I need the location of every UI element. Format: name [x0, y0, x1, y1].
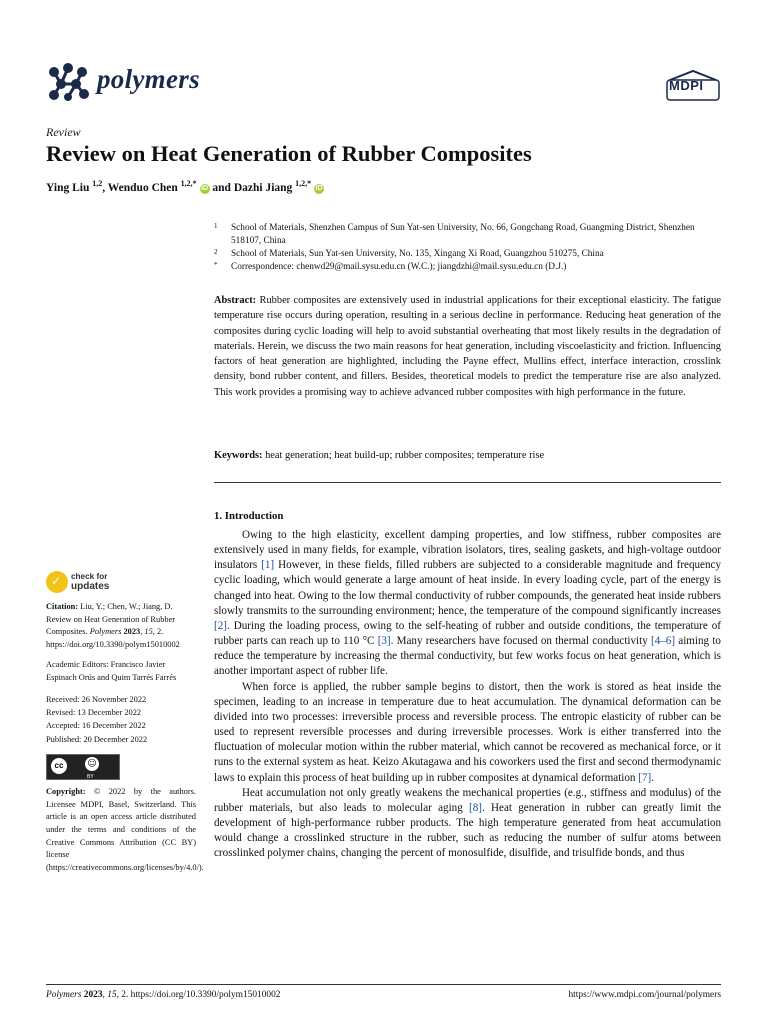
citation-label: Citation: [46, 602, 79, 611]
correspondence-text: Correspondence: chenwd29@mail.sysu.edu.cn (W.C.); jiangdzhi@mail.sysu.edu.cn (D.J.) [231, 262, 567, 272]
accepted-date: Accepted: 16 December 2022 [46, 721, 146, 731]
paragraph-text: Owing to the high elasticity, excellent damping properties, and low stiffness, rubber composites are extensively used in many fields, for example, vibration isolators, tires, sealing gaskets, and high-voltage outdoor insulators [214, 529, 721, 572]
abstract [214, 293, 721, 400]
footer-citation [46, 990, 280, 1000]
reference-link[interactable]: [1] [261, 559, 275, 572]
published-date: Published: 20 December 2022 [46, 734, 148, 744]
check-for-updates-button[interactable] [46, 570, 126, 598]
citation-year: 2023 [121, 627, 141, 637]
affiliation-text: School of Materials, Sun Yat-sen University, No. 135, Xingang Xi Road, Guangzhou 510275, China [231, 249, 604, 259]
polymers-logo-icon [46, 62, 92, 102]
attribution-person-icon: ☺ [85, 757, 99, 771]
creative-commons-icon: cc [51, 758, 67, 774]
by-label: BY [87, 774, 94, 781]
citation-text: Liu, Y.; Chen, W.; Jiang, D. Review on Heat Generation of Rubber Composites. [46, 602, 176, 637]
publication-dates [46, 693, 196, 747]
copyright-label: Copyright: [46, 787, 86, 797]
section-divider [214, 482, 721, 483]
journal-name: polymers [97, 64, 200, 94]
paragraph-text: However, in these fields, filled rubbers are subjected to a considerable magnitude and frequency cyclic loading, which would generate a large amount of heat inside. In every loading cycle, part of the energy is changed into heat. Owing to the low thermal conductivity of rubber compounds, the generated heat inside rubbers slowly transmits to the surrounding environment; hence, the temperature of the compound significantly increases [214, 559, 721, 617]
citation-journal: Polymers [89, 627, 122, 637]
article-sidebar [46, 601, 204, 874]
revised-date: Revised: 13 December 2022 [46, 707, 142, 717]
author-separator: , [102, 181, 108, 194]
affiliations [214, 222, 714, 274]
affiliation-number: 2 [214, 248, 218, 256]
author-separator: and [209, 181, 234, 194]
check-updates-label [71, 572, 109, 591]
citation-doi: , 2. https://doi.org/10.3390/polym15010002 [46, 627, 180, 649]
article-title: Review on Heat Generation of Rubber Composites [46, 141, 532, 166]
article-type: Review [46, 125, 81, 139]
cc-by-license-badge[interactable] [46, 754, 120, 780]
received-date: Received: 26 November 2022 [46, 694, 147, 704]
footer-rule [46, 984, 721, 985]
footer-doi: , 2. https://doi.org/10.3390/polym15010002 [116, 990, 281, 1000]
paragraph [214, 528, 721, 680]
mdpi-logo [666, 68, 720, 102]
paragraph [214, 680, 721, 786]
reference-link[interactable]: [3] [377, 635, 391, 648]
author-affiliation-marker: 1,2,* [180, 179, 197, 188]
section-heading: 1. Introduction [214, 510, 284, 522]
paragraph-text: When force is applied, the rubber sample begins to distort, then the work is stored as heat inside the specimen, leading to an increase in temperature due to heat accumulation. The dynamical deformation can be divided into two processes: irreversible process and reversible process. The entropic elasticity of rubber can be used to represent reversible processes and during irreversible processes. Work is either transferred into the fluctuation of molecular motion within the rubber material, which cannot be recovered as mechanical force, or it runs to the external system as heat. Keizo Akutagawa and his coworkers used the first and second thermodynamic laws to explain this process of heat building up in rubber composites at dynamical deformation [214, 680, 721, 784]
paragraph [214, 786, 721, 862]
footer-volume: , 15 [102, 990, 117, 1000]
paragraph-text: . During the loading process, owing to the self-heating of rubber and outside conditions, the temperature of rubber parts can reach up to 110 °C [214, 619, 721, 648]
academic-editors: Academic Editors: Francisco Javier Espinach Orús and Quim Tarrés Farrés [46, 660, 177, 682]
citation [46, 601, 196, 651]
orcid-icon[interactable]: iD [201, 184, 209, 192]
mdpi-label: MDPI [669, 78, 704, 93]
reference-link[interactable]: [4–6] [651, 635, 676, 648]
paragraph-text: . Many researchers have focused on thermal conductivity [390, 635, 652, 648]
citation-volume: , 15 [140, 627, 153, 637]
keywords-label: Keywords: [214, 450, 263, 461]
affiliation-item [214, 248, 714, 261]
footer-journal: Polymers [46, 990, 82, 1000]
check-updates-line: check for [71, 572, 108, 581]
affiliation-item [214, 222, 714, 248]
author-affiliation-marker: 1,2,* [295, 179, 312, 188]
copyright-notice [46, 786, 204, 874]
author-name: Wenduo Chen [107, 181, 178, 194]
copyright-text: © 2022 by the authors. Licensee MDPI, Basel, Switzerland. This article is an open access article distributed under the terms and conditions of the Creative Commons Attribution (CC BY) license (https://creativecommons.org/licenses/by/4.0/). [46, 787, 204, 872]
affiliation-number: 1 [214, 222, 218, 230]
footer-year: 2023 [81, 990, 103, 1000]
author-name: Dazhi Jiang [233, 181, 293, 194]
affiliation-number: * [214, 261, 218, 269]
correspondence [214, 261, 714, 274]
author-name: Ying Liu [46, 181, 90, 194]
check-updates-line: updates [71, 580, 110, 592]
paragraph-text: aiming to reduce the temperature by increasing the thermal conductivity, but few works focus on heat generation, which is another important aspect of rubber life. [214, 635, 721, 678]
author-list [46, 179, 324, 194]
keywords [214, 450, 721, 461]
orcid-icon[interactable]: iD [315, 184, 323, 192]
footer-journal-url[interactable]: https://www.mdpi.com/journal/polymers [568, 990, 721, 1000]
reference-link[interactable]: [8] [469, 801, 482, 814]
paragraph-text: . Heat generation in rubber can greatly limit the development of high-performance rubber products. The high temperature generated from heat accumulation would change a crosslinked structure in the rubber, such as reducing the number of sulfur atoms between crosslinked polymer chains, changing the percent of monosulfide, disulfide, and trisulfide bonds, and thus [214, 801, 721, 860]
reference-link[interactable]: [2] [214, 619, 227, 632]
paragraph-text: Heat accumulation not only greatly weakens the mechanical properties (e.g., stiffness and modulus) of the rubber materials, but also leads to molecular aging [214, 786, 721, 814]
reference-link[interactable]: [7] [638, 771, 652, 784]
keywords-text: heat generation; heat build-up; rubber composites; temperature rise [265, 450, 545, 461]
affiliation-text: School of Materials, Shenzhen Campus of Sun Yat-sen University, No. 66, Gongchang Road, Guangming District, Shenzhen 518107, China [231, 223, 695, 246]
check-updates-icon: ✓ [46, 571, 68, 593]
body-text [214, 528, 721, 861]
abstract-text: Rubber composites are extensively used in industrial applications for their exceptional elasticity. The fatigue temperature rise occurs during operation, resulting in a serious decline in performance. Reducing heat generation of the composites during cyclic loading will help to avoid substantial overheating that most likely results in the degradation of materials. Herein, we discuss the two main reasons for heat generation, including viscoelasticity and friction. Influencing factors of heat generation are highlighted, including the Payne effect, Mullins effect, interface interaction, crosslink density, bond rubber content, and fillers. Besides, theoretical models to predict the temperature rise are also analyzed. This work provides a promising way to achieve advanced rubber composites with high performance in the future. [214, 295, 721, 398]
author-affiliation-marker: 1,2 [92, 179, 103, 188]
abstract-label: Abstract: [214, 295, 257, 306]
paragraph-text: . [651, 771, 654, 784]
